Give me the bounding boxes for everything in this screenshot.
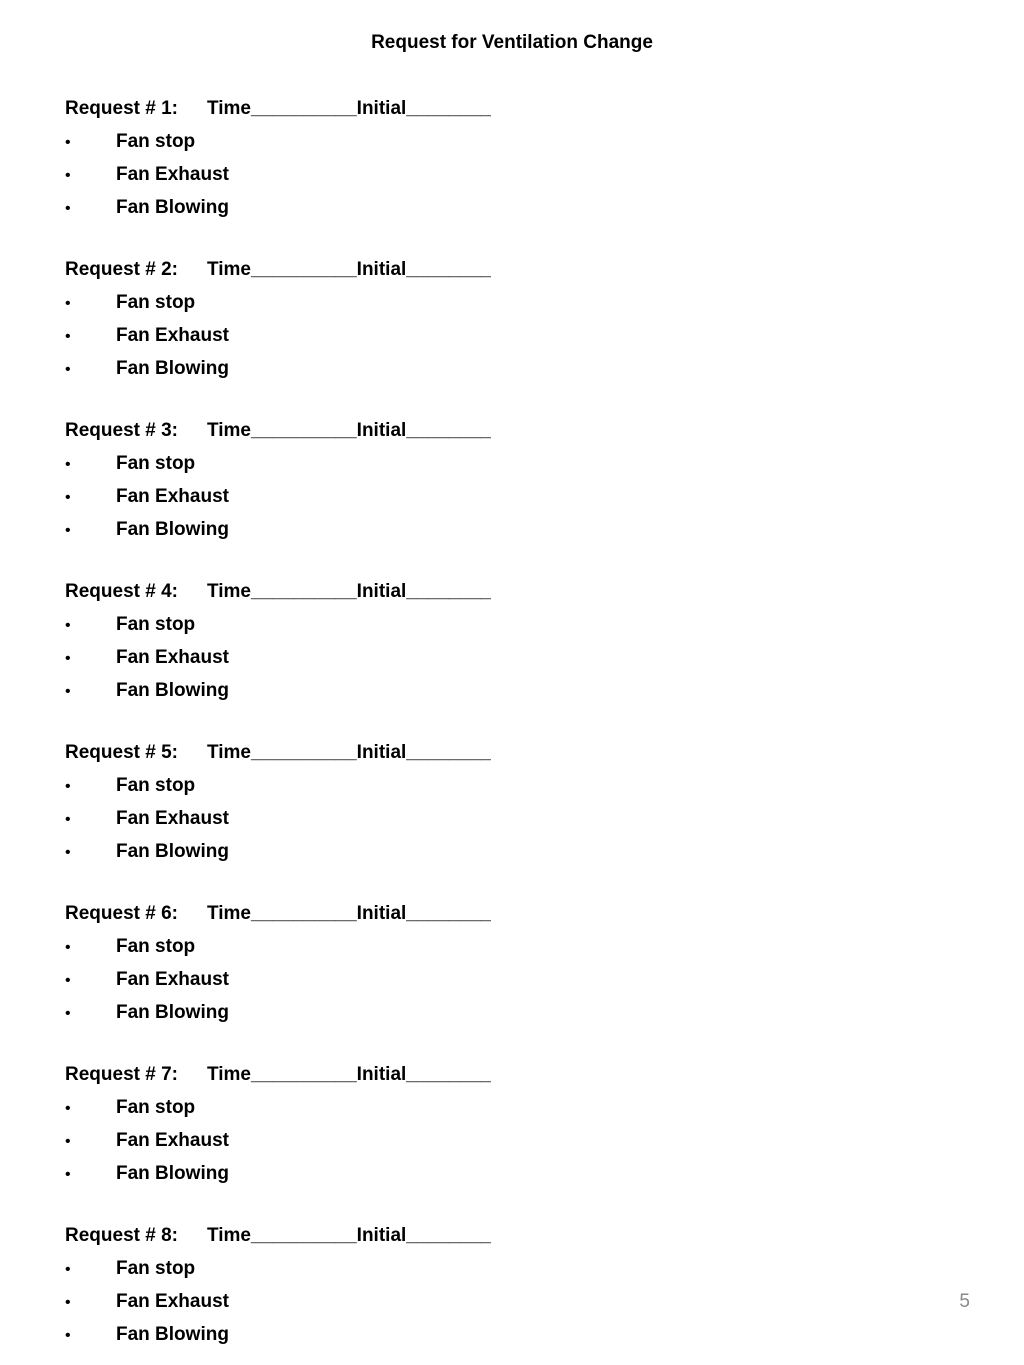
option-label: Fan Exhaust bbox=[116, 1291, 229, 1312]
time-field: Time__________ bbox=[207, 1225, 357, 1246]
option-fan-exhaust bbox=[65, 1290, 665, 1323]
request-block bbox=[65, 419, 665, 551]
option-label: Fan stop bbox=[116, 131, 196, 152]
request-label: Request # 4: bbox=[65, 581, 178, 602]
bullet-icon: • bbox=[65, 1261, 71, 1278]
option-fan-exhaust bbox=[65, 968, 665, 1001]
option-label: Fan Exhaust bbox=[116, 1130, 229, 1151]
initial-field: Initial________ bbox=[356, 98, 491, 119]
option-list bbox=[65, 452, 665, 551]
bullet-icon: • bbox=[65, 1100, 71, 1117]
bullet-icon: • bbox=[65, 295, 71, 312]
request-label: Request # 7: bbox=[65, 1064, 178, 1085]
request-header bbox=[65, 1063, 665, 1096]
option-label: Fan stop bbox=[116, 1258, 196, 1279]
page-title: Request for Ventilation Change bbox=[371, 32, 653, 53]
bullet-icon: • bbox=[65, 456, 71, 473]
request-block bbox=[65, 258, 665, 390]
request-label: Request # 3: bbox=[65, 420, 178, 441]
option-fan-exhaust bbox=[65, 646, 665, 679]
page-number: 5 bbox=[959, 1291, 970, 1312]
bullet-icon: • bbox=[65, 1166, 71, 1183]
option-fan-blowing bbox=[65, 679, 665, 712]
option-label: Fan Blowing bbox=[116, 680, 229, 701]
time-field: Time__________ bbox=[207, 581, 357, 602]
option-fan-exhaust bbox=[65, 485, 665, 518]
request-header bbox=[65, 902, 665, 935]
time-field: Time__________ bbox=[207, 420, 357, 441]
bullet-icon: • bbox=[65, 778, 71, 795]
option-label: Fan stop bbox=[116, 1097, 196, 1118]
option-label: Fan Blowing bbox=[116, 1163, 229, 1184]
option-list bbox=[65, 1257, 665, 1356]
bullet-icon: • bbox=[65, 328, 71, 345]
option-label: Fan Blowing bbox=[116, 1324, 229, 1345]
initial-field: Initial________ bbox=[356, 581, 491, 602]
request-block bbox=[65, 741, 665, 873]
bullet-icon: • bbox=[65, 1327, 71, 1344]
request-header bbox=[65, 419, 665, 452]
option-fan-exhaust bbox=[65, 1129, 665, 1162]
initial-field: Initial________ bbox=[356, 742, 491, 763]
option-label: Fan stop bbox=[116, 614, 196, 635]
option-fan-blowing bbox=[65, 840, 665, 873]
bullet-icon: • bbox=[65, 939, 71, 956]
bullet-icon: • bbox=[65, 650, 71, 667]
bullet-icon: • bbox=[65, 811, 71, 828]
bullet-icon: • bbox=[65, 489, 71, 506]
request-label: Request # 1: bbox=[65, 98, 178, 119]
option-fan-blowing bbox=[65, 1162, 665, 1195]
request-block bbox=[65, 1063, 665, 1195]
initial-field: Initial________ bbox=[356, 259, 491, 280]
bullet-icon: • bbox=[65, 844, 71, 861]
bullet-icon: • bbox=[65, 134, 71, 151]
option-fan-exhaust bbox=[65, 807, 665, 840]
option-fan-stop bbox=[65, 1096, 665, 1129]
time-field: Time__________ bbox=[207, 1064, 357, 1085]
initial-field: Initial________ bbox=[356, 1225, 491, 1246]
option-fan-blowing bbox=[65, 1001, 665, 1034]
request-header bbox=[65, 258, 665, 291]
request-block bbox=[65, 1224, 665, 1356]
option-fan-stop bbox=[65, 291, 665, 324]
initial-field: Initial________ bbox=[356, 420, 491, 441]
option-label: Fan Exhaust bbox=[116, 325, 229, 346]
option-list bbox=[65, 1096, 665, 1195]
request-header bbox=[65, 741, 665, 774]
option-fan-exhaust bbox=[65, 163, 665, 196]
option-fan-stop bbox=[65, 452, 665, 485]
option-label: Fan stop bbox=[116, 453, 196, 474]
option-fan-blowing bbox=[65, 518, 665, 551]
request-label: Request # 5: bbox=[65, 742, 178, 763]
request-header bbox=[65, 580, 665, 613]
time-field: Time__________ bbox=[207, 259, 357, 280]
request-label: Request # 6: bbox=[65, 903, 178, 924]
option-fan-stop bbox=[65, 130, 665, 163]
request-block bbox=[65, 97, 665, 229]
option-label: Fan Exhaust bbox=[116, 486, 229, 507]
option-label: Fan Blowing bbox=[116, 1002, 229, 1023]
request-header bbox=[65, 97, 665, 130]
initial-field: Initial________ bbox=[356, 903, 491, 924]
option-fan-stop bbox=[65, 774, 665, 807]
request-block bbox=[65, 580, 665, 712]
option-fan-blowing bbox=[65, 196, 665, 229]
option-label: Fan Blowing bbox=[116, 358, 229, 379]
option-fan-exhaust bbox=[65, 324, 665, 357]
option-fan-blowing bbox=[65, 357, 665, 390]
option-label: Fan Blowing bbox=[116, 519, 229, 540]
time-field: Time__________ bbox=[207, 98, 357, 119]
bullet-icon: • bbox=[65, 200, 71, 217]
bullet-icon: • bbox=[65, 167, 71, 184]
request-header bbox=[65, 1224, 665, 1257]
time-field: Time__________ bbox=[207, 742, 357, 763]
option-label: Fan Exhaust bbox=[116, 808, 229, 829]
bullet-icon: • bbox=[65, 683, 71, 700]
option-label: Fan Blowing bbox=[116, 841, 229, 862]
option-fan-stop bbox=[65, 935, 665, 968]
option-list bbox=[65, 130, 665, 229]
bullet-icon: • bbox=[65, 522, 71, 539]
option-label: Fan stop bbox=[116, 292, 196, 313]
time-field: Time__________ bbox=[207, 903, 357, 924]
option-label: Fan Exhaust bbox=[116, 164, 229, 185]
bullet-icon: • bbox=[65, 361, 71, 378]
bullet-icon: • bbox=[65, 1294, 71, 1311]
bullet-icon: • bbox=[65, 1005, 71, 1022]
option-fan-stop bbox=[65, 613, 665, 646]
request-label: Request # 2: bbox=[65, 259, 178, 280]
option-fan-stop bbox=[65, 1257, 665, 1290]
option-label: Fan Exhaust bbox=[116, 647, 229, 668]
option-list bbox=[65, 291, 665, 390]
request-label: Request # 8: bbox=[65, 1225, 178, 1246]
option-list bbox=[65, 613, 665, 712]
option-label: Fan stop bbox=[116, 775, 196, 796]
bullet-icon: • bbox=[65, 617, 71, 634]
option-label: Fan Exhaust bbox=[116, 969, 229, 990]
initial-field: Initial________ bbox=[356, 1064, 491, 1085]
option-fan-blowing bbox=[65, 1323, 665, 1356]
option-list bbox=[65, 774, 665, 873]
option-label: Fan stop bbox=[116, 936, 196, 957]
bullet-icon: • bbox=[65, 972, 71, 989]
option-list bbox=[65, 935, 665, 1034]
option-label: Fan Blowing bbox=[116, 197, 229, 218]
bullet-icon: • bbox=[65, 1133, 71, 1150]
request-block bbox=[65, 902, 665, 1034]
